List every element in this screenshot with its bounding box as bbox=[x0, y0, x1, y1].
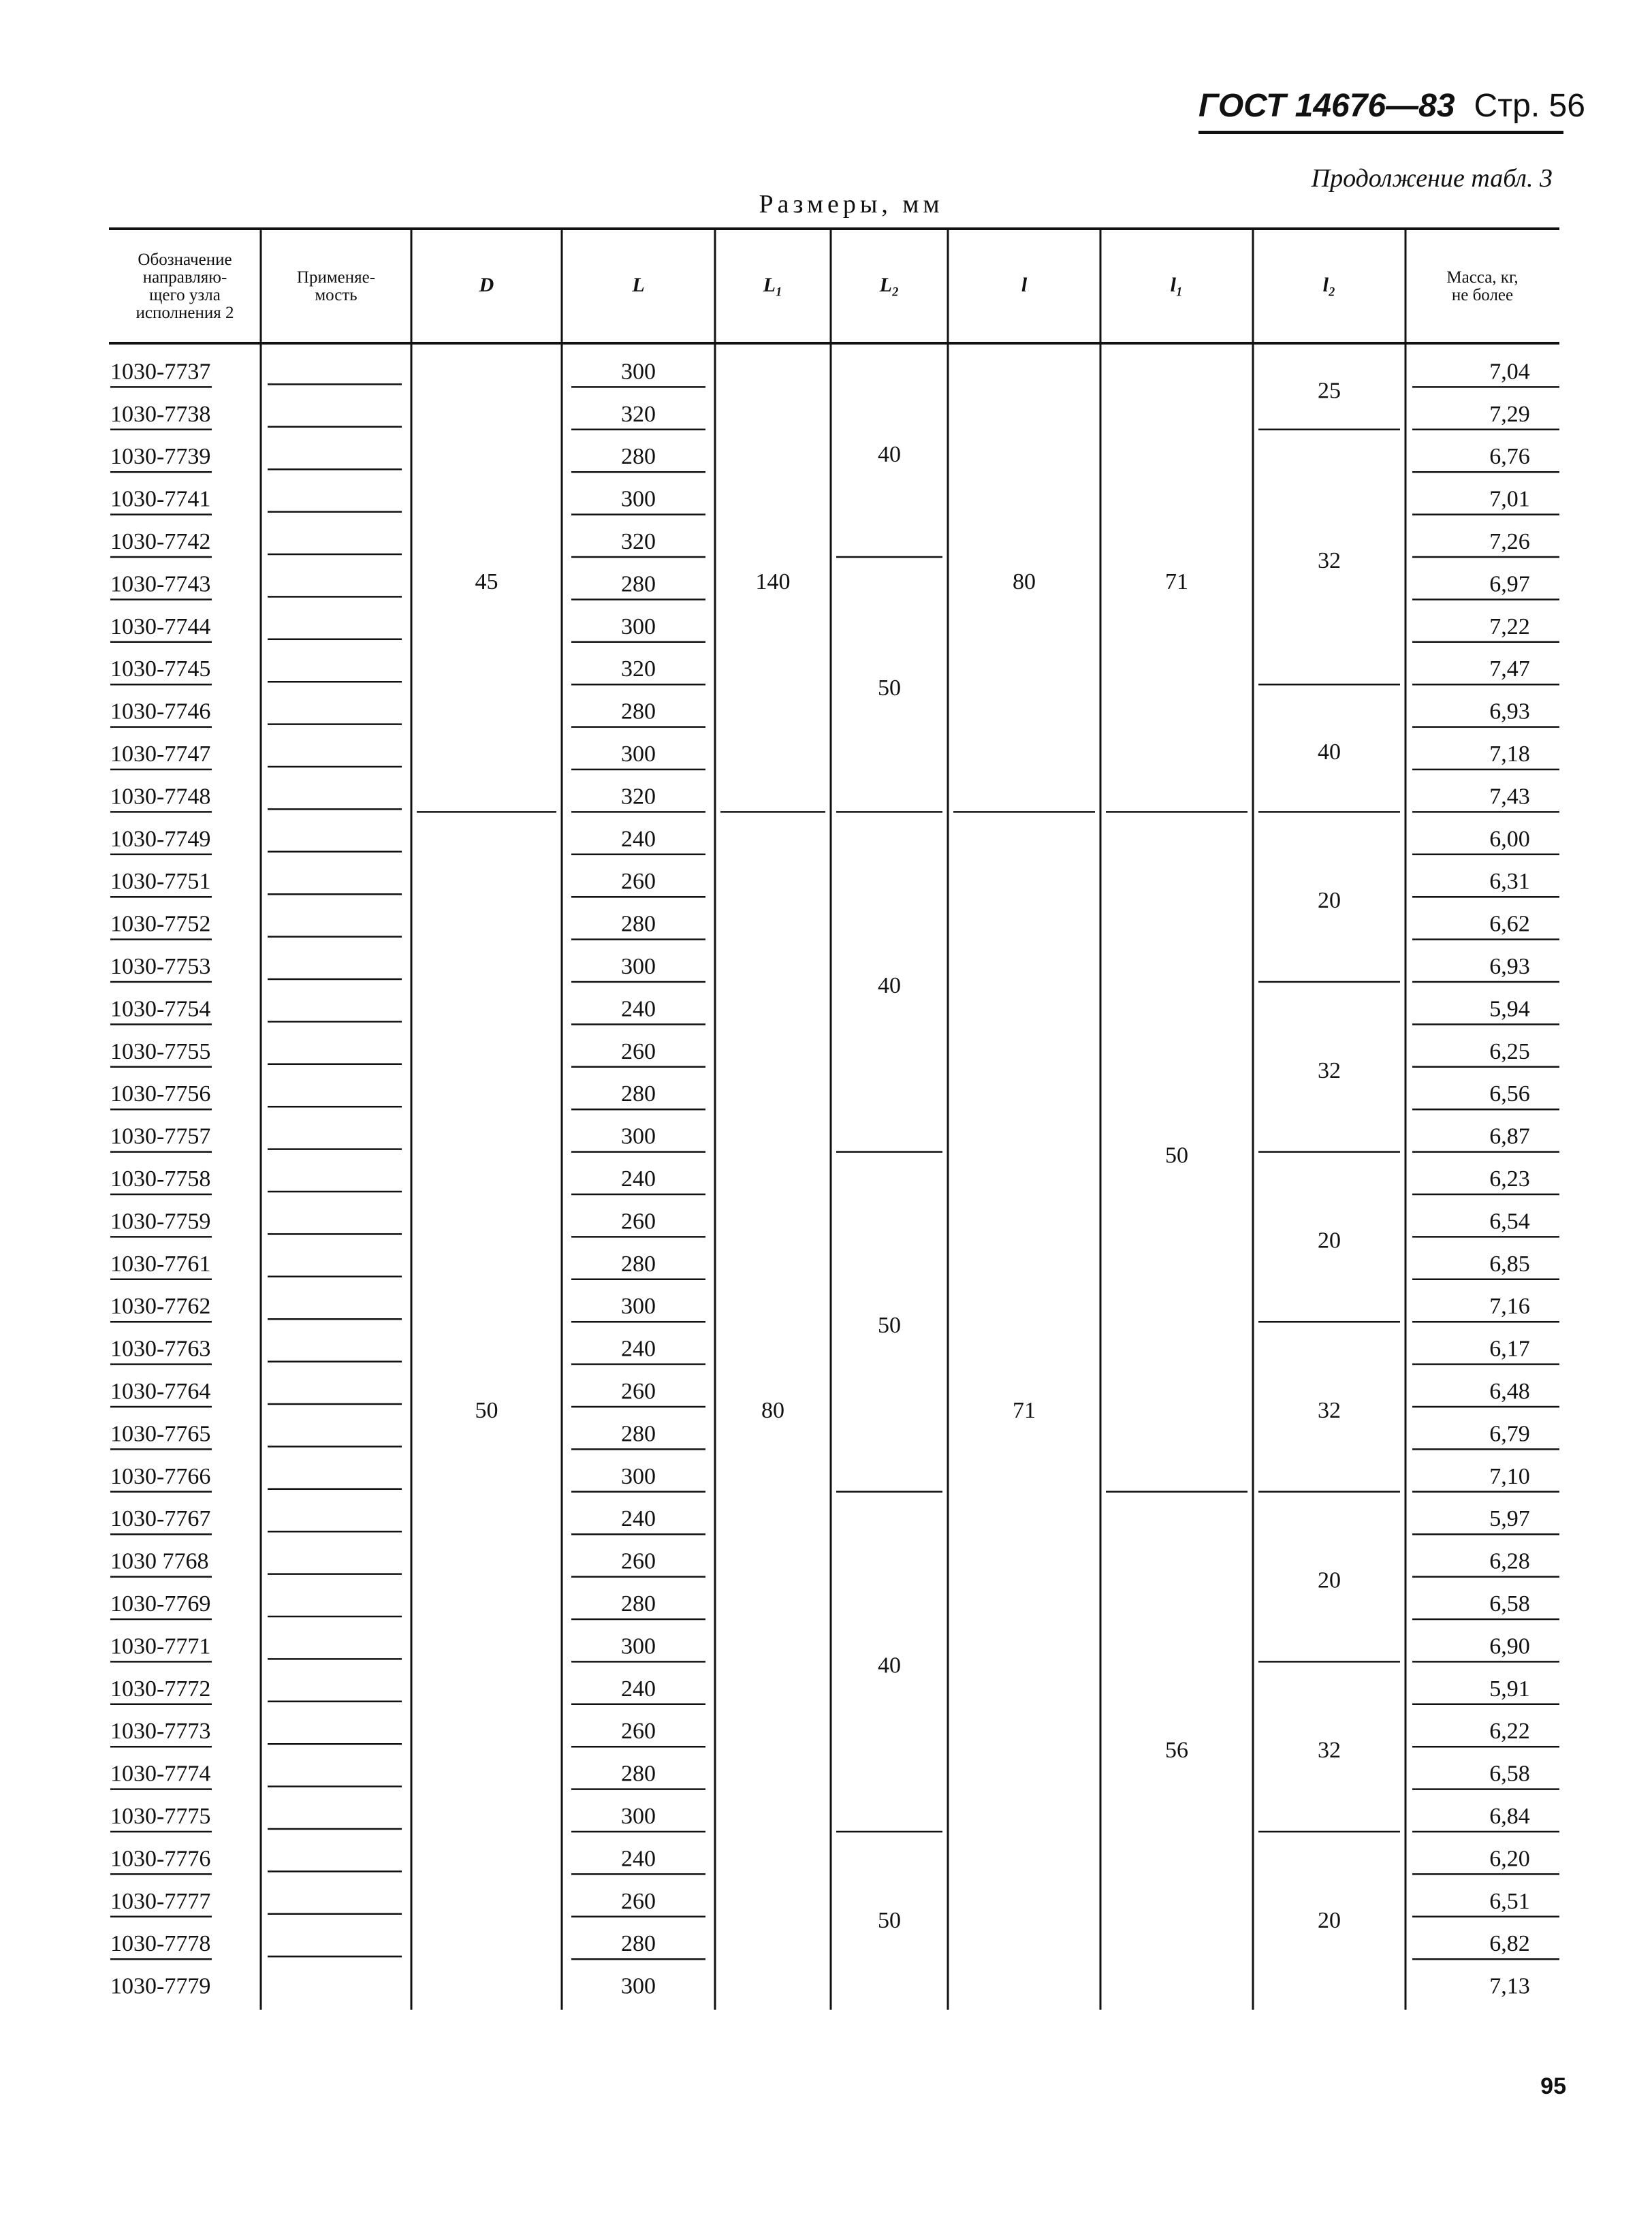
mass-cell: 7,04 bbox=[1489, 359, 1530, 385]
L-cell: 320 bbox=[621, 784, 656, 810]
designation-cell: 1030-7748 bbox=[110, 784, 211, 810]
mass-cell: 7,18 bbox=[1489, 742, 1530, 767]
designation-cell: 1030-7747 bbox=[110, 742, 211, 767]
merged-l1-cell: 56 bbox=[1165, 1738, 1188, 1764]
header-l1-label: l₁ bbox=[1170, 274, 1184, 296]
designation-cell: 1030-7755 bbox=[110, 1038, 211, 1064]
merged-L1-cell: 80 bbox=[761, 1398, 784, 1423]
header-applicability-label: Применяе- bbox=[296, 268, 376, 287]
mass-cell: 6,31 bbox=[1489, 869, 1530, 895]
L-cell: 300 bbox=[621, 1463, 656, 1489]
merged-L2-cell: 40 bbox=[878, 442, 901, 467]
designation-cell: 1030-7744 bbox=[110, 614, 211, 639]
designation-cell: 1030-7773 bbox=[110, 1719, 211, 1745]
L-cell: 280 bbox=[621, 571, 656, 597]
mass-cell: 6,56 bbox=[1489, 1081, 1530, 1107]
L-cell: 280 bbox=[621, 911, 656, 937]
mass-cell: 7,22 bbox=[1489, 614, 1530, 639]
mass-cell: 5,94 bbox=[1489, 996, 1530, 1022]
designation-cell: 1030-7746 bbox=[110, 699, 211, 724]
L-cell: 260 bbox=[621, 1379, 656, 1404]
designation-cell: 1030-7766 bbox=[110, 1463, 211, 1489]
designation-cell: 1030-7764 bbox=[110, 1379, 211, 1404]
mass-cell: 6,17 bbox=[1489, 1336, 1530, 1362]
header-designation-label: направляю- bbox=[142, 268, 227, 287]
L-cell: 300 bbox=[621, 1973, 656, 1999]
merged-D-cell: 45 bbox=[475, 569, 498, 595]
L-cell: 300 bbox=[621, 954, 656, 979]
designation-cell: 1030 7768 bbox=[110, 1548, 209, 1574]
L-cell: 300 bbox=[621, 486, 656, 512]
merged-l2-cell: 25 bbox=[1318, 378, 1341, 404]
designation-cell: 1030-7751 bbox=[110, 869, 211, 895]
designation-cell: 1030-7743 bbox=[110, 571, 211, 597]
mass-cell: 6,87 bbox=[1489, 1124, 1530, 1149]
mass-cell: 7,13 bbox=[1489, 1973, 1530, 1999]
mass-cell: 6,62 bbox=[1489, 911, 1530, 937]
L-cell: 240 bbox=[621, 1506, 656, 1532]
designation-cell: 1030-7757 bbox=[110, 1124, 211, 1149]
L-cell: 280 bbox=[621, 1081, 656, 1107]
mass-cell: 6,48 bbox=[1489, 1379, 1530, 1404]
L-cell: 300 bbox=[621, 614, 656, 639]
header-mass-label: не более bbox=[1451, 286, 1514, 304]
header-l-label: l bbox=[1021, 274, 1028, 296]
designation-cell: 1030-7763 bbox=[110, 1336, 211, 1362]
mass-cell: 6,28 bbox=[1489, 1548, 1530, 1574]
L-cell: 240 bbox=[621, 1676, 656, 1702]
merged-l2-cell: 32 bbox=[1318, 1057, 1341, 1083]
designation-cell: 1030-7742 bbox=[110, 529, 211, 554]
mass-cell: 7,01 bbox=[1489, 486, 1530, 512]
designation-cell: 1030-7753 bbox=[110, 954, 211, 979]
mass-cell: 7,10 bbox=[1489, 1463, 1530, 1489]
mass-cell: 6,58 bbox=[1489, 1591, 1530, 1616]
mass-cell: 6,20 bbox=[1489, 1846, 1530, 1872]
mass-cell: 6,22 bbox=[1489, 1719, 1530, 1745]
merged-l-cell: 71 bbox=[1013, 1398, 1036, 1423]
header-D-label: D bbox=[479, 274, 494, 296]
L-cell: 240 bbox=[621, 1166, 656, 1192]
L-cell: 260 bbox=[621, 1548, 656, 1574]
mass-cell: 7,47 bbox=[1489, 656, 1530, 682]
designation-cell: 1030-7772 bbox=[110, 1676, 211, 1702]
merged-l1-cell: 71 bbox=[1165, 569, 1188, 595]
designation-cell: 1030-7767 bbox=[110, 1506, 211, 1532]
mass-cell: 6,51 bbox=[1489, 1888, 1530, 1914]
page-label: Стр. 56 bbox=[1474, 88, 1585, 124]
mass-cell: 6,84 bbox=[1489, 1804, 1530, 1829]
L-cell: 300 bbox=[621, 1294, 656, 1320]
designation-cell: 1030-7759 bbox=[110, 1209, 211, 1235]
merged-l2-cell: 32 bbox=[1318, 1738, 1341, 1764]
mass-cell: 6,93 bbox=[1489, 954, 1530, 979]
designation-cell: 1030-7777 bbox=[110, 1888, 211, 1914]
L-cell: 260 bbox=[621, 1038, 656, 1064]
merged-l2-cell: 40 bbox=[1318, 739, 1341, 765]
L-cell: 320 bbox=[621, 656, 656, 682]
designation-cell: 1030-7762 bbox=[110, 1294, 211, 1320]
L-cell: 280 bbox=[621, 1251, 656, 1277]
designation-cell: 1030-7737 bbox=[110, 359, 211, 385]
designation-cell: 1030-7752 bbox=[110, 911, 211, 937]
L-cell: 240 bbox=[621, 996, 656, 1022]
L-cell: 300 bbox=[621, 742, 656, 767]
merged-l2-cell: 20 bbox=[1318, 1228, 1341, 1254]
L-cell: 300 bbox=[621, 1634, 656, 1659]
header-L2-label: L₂ bbox=[879, 274, 900, 296]
L-cell: 280 bbox=[621, 1591, 656, 1616]
designation-cell: 1030-7779 bbox=[110, 1973, 211, 1999]
mass-cell: 6,58 bbox=[1489, 1761, 1530, 1787]
merged-l2-cell: 32 bbox=[1318, 1398, 1341, 1423]
merged-l2-cell: 32 bbox=[1318, 548, 1341, 573]
mass-cell: 6,54 bbox=[1489, 1209, 1530, 1235]
L-cell: 320 bbox=[621, 529, 656, 554]
designation-cell: 1030-7774 bbox=[110, 1761, 211, 1787]
page-number: 95 bbox=[1540, 2073, 1566, 2099]
L-cell: 280 bbox=[621, 1931, 656, 1957]
header-mass-label: Масса, кг, bbox=[1446, 268, 1519, 287]
L-cell: 300 bbox=[621, 1804, 656, 1829]
mass-cell: 6,79 bbox=[1489, 1421, 1530, 1447]
designation-cell: 1030-7769 bbox=[110, 1591, 211, 1616]
L-cell: 260 bbox=[621, 869, 656, 895]
designation-cell: 1030-7739 bbox=[110, 444, 211, 470]
mass-cell: 6,23 bbox=[1489, 1166, 1530, 1192]
merged-L2-cell: 40 bbox=[878, 1653, 901, 1678]
L-cell: 260 bbox=[621, 1209, 656, 1235]
standard-code: ГОСТ 14676—83 bbox=[1198, 88, 1455, 124]
merged-L2-cell: 50 bbox=[878, 1907, 901, 1933]
dimensions-label: Размеры, мм bbox=[759, 190, 944, 219]
header-designation-label: Обозначение bbox=[138, 251, 232, 269]
designation-cell: 1030-7754 bbox=[110, 996, 211, 1022]
mass-cell: 6,90 bbox=[1489, 1634, 1530, 1659]
merged-l2-cell: 20 bbox=[1318, 1907, 1341, 1933]
designation-cell: 1030-7756 bbox=[110, 1081, 211, 1107]
designation-cell: 1030-7771 bbox=[110, 1634, 211, 1659]
merged-L1-cell: 140 bbox=[755, 569, 791, 595]
L-cell: 300 bbox=[621, 359, 656, 385]
L-cell: 280 bbox=[621, 1761, 656, 1787]
header-l2-label: l₂ bbox=[1322, 274, 1336, 296]
mass-cell: 7,16 bbox=[1489, 1294, 1530, 1320]
mass-cell: 5,97 bbox=[1489, 1506, 1530, 1532]
L-cell: 240 bbox=[621, 1336, 656, 1362]
L-cell: 280 bbox=[621, 699, 656, 724]
designation-cell: 1030-7775 bbox=[110, 1804, 211, 1829]
merged-L2-cell: 50 bbox=[878, 675, 901, 701]
designation-cell: 1030-7738 bbox=[110, 401, 211, 427]
designation-cell: 1030-7745 bbox=[110, 656, 211, 682]
mass-cell: 7,26 bbox=[1489, 529, 1530, 554]
designation-cell: 1030-7749 bbox=[110, 826, 211, 852]
mass-cell: 6,97 bbox=[1489, 571, 1530, 597]
L-cell: 240 bbox=[621, 826, 656, 852]
mass-cell: 6,85 bbox=[1489, 1251, 1530, 1277]
mass-cell: 6,25 bbox=[1489, 1038, 1530, 1064]
L-cell: 280 bbox=[621, 444, 656, 470]
merged-L2-cell: 40 bbox=[878, 973, 901, 998]
mass-cell: 5,91 bbox=[1489, 1676, 1530, 1702]
mass-cell: 6,76 bbox=[1489, 444, 1530, 470]
L-cell: 280 bbox=[621, 1421, 656, 1447]
L-cell: 260 bbox=[621, 1719, 656, 1745]
mass-cell: 6,93 bbox=[1489, 699, 1530, 724]
L-cell: 260 bbox=[621, 1888, 656, 1914]
header-applicability-label: мость bbox=[315, 286, 358, 304]
mass-cell: 7,29 bbox=[1489, 401, 1530, 427]
designation-cell: 1030-7776 bbox=[110, 1846, 211, 1872]
L-cell: 240 bbox=[621, 1846, 656, 1872]
merged-l2-cell: 20 bbox=[1318, 1567, 1341, 1593]
L-cell: 300 bbox=[621, 1124, 656, 1149]
L-cell: 320 bbox=[621, 401, 656, 427]
designation-cell: 1030-7778 bbox=[110, 1931, 211, 1957]
mass-cell: 6,82 bbox=[1489, 1931, 1530, 1957]
merged-D-cell: 50 bbox=[475, 1398, 498, 1423]
header-designation-label: исполнения 2 bbox=[136, 304, 234, 322]
designation-cell: 1030-7765 bbox=[110, 1421, 211, 1447]
merged-l1-cell: 50 bbox=[1165, 1143, 1188, 1168]
merged-l2-cell: 20 bbox=[1318, 888, 1341, 914]
header-L-label: L bbox=[632, 274, 645, 296]
mass-cell: 6,00 bbox=[1489, 826, 1530, 852]
header-L1-label: L₁ bbox=[763, 274, 783, 296]
designation-cell: 1030-7741 bbox=[110, 486, 211, 512]
merged-l-cell: 80 bbox=[1013, 569, 1036, 595]
designation-cell: 1030-7758 bbox=[110, 1166, 211, 1192]
header-designation-label: щего узла bbox=[149, 286, 221, 304]
continuation-note: Продолжение табл. 3 bbox=[1311, 164, 1553, 193]
designation-cell: 1030-7761 bbox=[110, 1251, 211, 1277]
mass-cell: 7,43 bbox=[1489, 784, 1530, 810]
merged-L2-cell: 50 bbox=[878, 1313, 901, 1339]
